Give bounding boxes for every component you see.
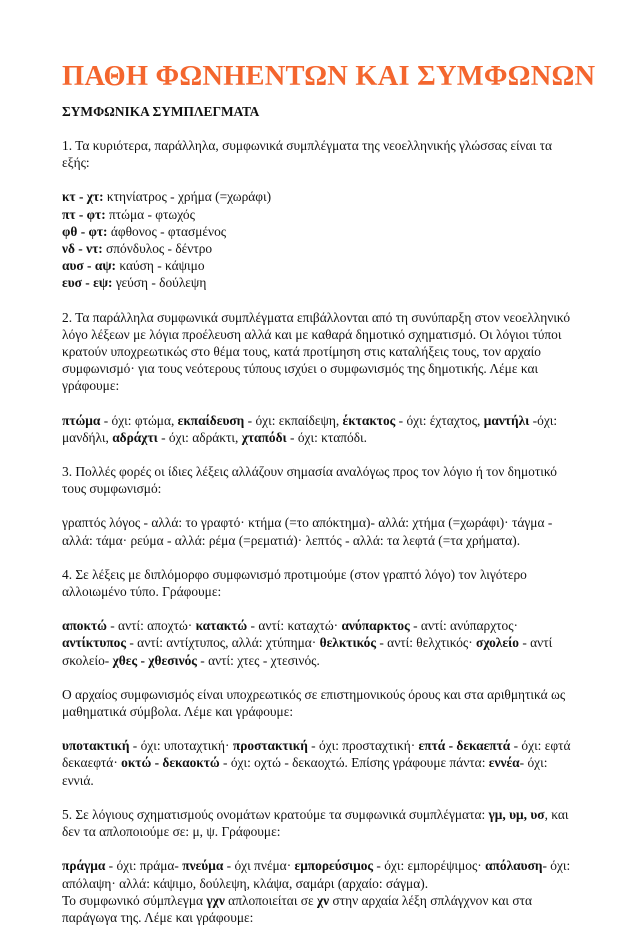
text-run: - όχι: φτώμα, (100, 412, 178, 428)
bold-term: εννέα (488, 755, 520, 771)
consonant-pair (62, 257, 582, 274)
text-run: - αντί: αποχτώ· (106, 618, 196, 634)
point-5-examples (62, 857, 582, 891)
pair-examples: άφθονος - φτασμένος (107, 223, 227, 239)
text-run: - αντί: χτες - χτεσινός. (196, 652, 320, 668)
point-5-note (62, 892, 582, 926)
text-run: - αντί: καταχτώ· (247, 618, 342, 634)
point-3-paragraph: 3. Πολλές φορές οι ίδιες λέξεις αλλάζουν σημασία αναλόγως προς τον λόγιο ή τον δημοτικό τους συμφωνισμό: (62, 464, 558, 497)
point-4-paragraph: 4. Σε λέξεις με διπλόμορφο συμφωνισμό προτιμούμε (στον γραπτό λόγο) τον λιγότερο αλλοιωμένο τύπο. Γράφουμε: (62, 566, 527, 600)
text-run: 5. Σε λόγιους σχηματισμούς ονομάτων κρατούμε τα συμφωνικά συμπλέγματα: (62, 806, 489, 822)
text-run: - όχι: προσταχτική· (307, 738, 419, 754)
text-run: - όχι: έχταχτος, (395, 412, 484, 428)
point-2-paragraph: 2. Τα παράλληλα συμφωνικά συμπλέγματα επιβάλλονται από τη συνύπαρξη στον νεοελληνικό λόγο λέξεων με λόγια προέλευση αλλά και με καθαρά δημοτικό σχηματισμό. Οι λόγιοι τύποι κρατούν υποχρεωτικώς στο θέμα τους, κατά προτίμηση στις καταλήξεις τους, τον αρχαίο συμφωνισμό· για τους νεότερους τύπους ισχύει ο συμφωνισμός της δημοτικής. Λέμε και γράφουμε: (62, 309, 571, 394)
section-heading: ΣΥΜΦΩΝΙΚΑ ΣΥΜΠΛΕΓΜΑΤΑ (62, 104, 260, 119)
consonant-pair (62, 223, 582, 240)
bold-term: υποτακτική (62, 738, 130, 754)
pair-examples: γεύση - δούλεψη (112, 275, 207, 291)
spacer (62, 600, 582, 617)
text-run: , και δεν τα απλοποιούμε σε: μ, ψ. Γράφουμε: (62, 806, 569, 840)
point-3-examples: γραπτός λόγος - αλλά: το γραφτό· κτήμα (=το απόκτημα)- αλλά: χτήμα (=χωράφι)· τάγμα - αλλά: τάμα· ρεύμα - αλλά: ρέμα (=ρεματιά)· λεπτός - αλλά: τα λεφτά (=τα χρήματα). (62, 515, 553, 548)
page-title: ΠΑΘΗ ΦΩΝΗΕΝΤΩΝ ΚΑΙ ΣΥΜΦΩΝΩΝ (62, 61, 596, 92)
text-run: - αντί: ανύπαρχτος· (409, 618, 518, 634)
bold-term: οκτώ - δεκαοκτώ (121, 755, 220, 771)
bold-term: ανύπαρκτος (341, 618, 410, 634)
text-run: - όχι: αδράκτι, (157, 429, 242, 445)
text-run: - όχι: πράμα- (105, 858, 183, 874)
text-run: - όχι: εφτά δεκαεφτά· (62, 738, 571, 771)
bold-term: προστακτική (232, 738, 308, 754)
bold-term: χθες - χθεσινός (112, 652, 197, 668)
text-run: - όχι: οχτώ - δεκαοχτώ. Επίσης γράφουμε πάντα: (219, 755, 489, 771)
spacer (62, 446, 582, 463)
consonant-pair (62, 274, 582, 291)
text-run: Το συμφωνικό σύμπλεγμα (62, 892, 207, 908)
spacer (62, 720, 582, 737)
bold-term: επτά - δεκαεπτά (418, 738, 511, 754)
consonant-pair (62, 240, 582, 257)
point-4-examples-2 (62, 737, 582, 789)
bold-term: πράγμα (62, 858, 106, 874)
spacer (62, 549, 582, 566)
pair-examples: κτηνίατρος - χρήμα (=χωράφι) (103, 189, 272, 205)
bold-term: έκτακτος (342, 412, 396, 428)
spacer (62, 292, 582, 309)
spacer (62, 840, 582, 857)
bold-term: πτώμα (62, 412, 101, 428)
text-run: -όχι: μανδήλι, (62, 412, 558, 445)
spacer (62, 669, 582, 686)
bold-term: αποκτώ (62, 618, 107, 634)
pair-label: πτ - φτ: (62, 206, 106, 222)
spacer (62, 94, 582, 104)
text-run: απλοποιείται σε (224, 892, 317, 908)
text-run: - αντί: αντίχτυπος, αλλά: χτύπημα· (126, 635, 320, 651)
bold-term: σχολείο (476, 635, 519, 651)
text-run: - όχι: εμπορέψιμος· (373, 858, 486, 874)
pair-examples: πτώμα - φτωχός (105, 206, 195, 222)
spacer (62, 497, 582, 514)
spacer (62, 120, 582, 137)
pair-label: ευσ - εψ: (62, 275, 113, 291)
bold-term: χν (316, 892, 330, 908)
point-4-paragraph-2: Ο αρχαίος συμφωνισμός είναι υποχρεωτικός σε επιστημονικούς όρους και στα αριθμητικά ως μαθηματικά σύμβολα. Λέμε και γράφουμε: (62, 686, 566, 720)
bold-term: μαντήλι (483, 412, 530, 428)
text-run: στην αρχαία λέξη σπλάγχνον και στα παράγωγα της. Λέμε και γράφουμε: (62, 892, 532, 925)
pair-label: κτ - χτ: (62, 189, 104, 205)
pair-label: νδ - ντ: (62, 241, 103, 257)
pair-examples: καύση - κάψιμο (116, 258, 205, 274)
bold-term: χταπόδι (241, 429, 287, 445)
text-run: - όχι πνέμα· (223, 858, 295, 874)
pair-examples: σπόνδυλος - δέντρο (102, 241, 213, 257)
bold-term: γχν (206, 892, 225, 908)
bold-term: αντίκτυπος (62, 635, 127, 651)
bold-term: αδράχτι (112, 429, 158, 445)
text-run: - όχι: απόλαψη· αλλά: κάψιμο, δούλεψη, κλάψα, σαμάρι (αρχαίο: σάγμα). (62, 858, 571, 891)
text-run: - αντί: θελχτικός· (376, 635, 477, 651)
bold-term: εμπορεύσιμος (294, 858, 374, 874)
text-run: - όχι: κταπόδι. (286, 429, 367, 445)
bold-term: πνεύμα (182, 858, 224, 874)
text-run: - όχι: εννιά. (62, 755, 548, 788)
bold-term: γμ, υμ, υσ (488, 806, 545, 822)
consonant-pair (62, 206, 582, 223)
pair-label: φθ - φτ: (62, 223, 108, 239)
consonant-pairs-list (62, 188, 582, 291)
bold-term: θελκτικός (319, 635, 377, 651)
point-1-intro: 1. Τα κυριότερα, παράλληλα, συμφωνικά συμπλέγματα της νεοελληνικής γλώσσας είναι τα εξής: (62, 138, 552, 171)
text-run: - αντί σκολείο- (62, 635, 553, 668)
bold-term: απόλαυση (485, 858, 543, 874)
spacer (62, 789, 582, 806)
point-2-examples (62, 412, 582, 446)
point-5-paragraph (62, 806, 582, 840)
pair-label: αυσ - αψ: (62, 258, 117, 274)
consonant-pair (62, 188, 582, 205)
bold-term: κατακτώ (195, 618, 248, 634)
spacer (62, 395, 582, 412)
text-run: - όχι: εκπαίδεψη, (244, 412, 343, 428)
spacer (62, 171, 582, 188)
point-4-examples (62, 617, 582, 669)
bold-term: εκπαίδευση (177, 412, 245, 428)
text-run: - όχι: υποταχτική· (129, 738, 233, 754)
